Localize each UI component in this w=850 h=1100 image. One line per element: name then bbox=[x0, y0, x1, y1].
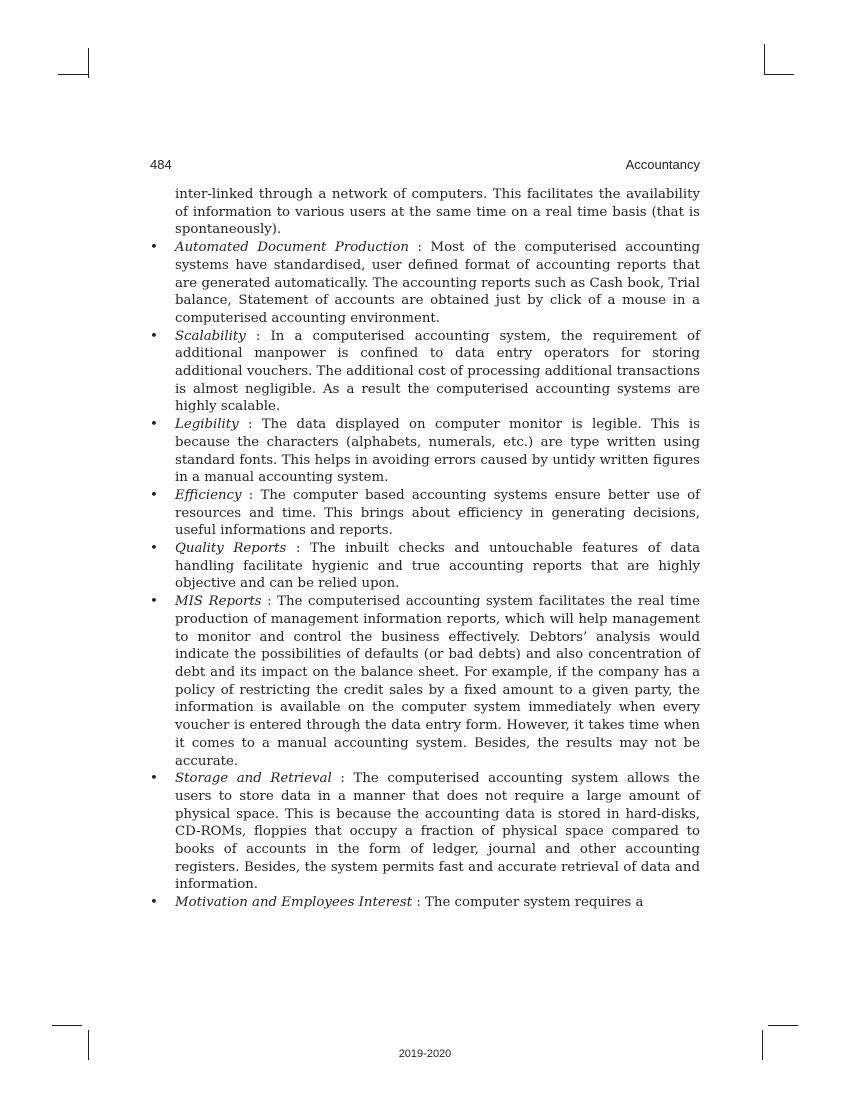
item-term: Storage and Retrieval bbox=[175, 771, 332, 787]
item-term: Automated Document Production bbox=[175, 240, 409, 256]
crop-mark-top-left-horizontal bbox=[58, 74, 88, 75]
crop-mark-top-left-vertical bbox=[88, 48, 89, 78]
item-text: : The computer based accounting systems ensure better use of resources and time. This brings about efficiency in generating decisions, useful informations and reports. bbox=[175, 487, 700, 539]
item-term: MIS Reports bbox=[175, 594, 262, 610]
bullet-icon: • bbox=[150, 417, 158, 433]
crop-mark-bottom-right-horizontal bbox=[768, 1025, 798, 1026]
item-text: : The inbuilt checks and untouchable features of data handling facilitate hygienic and true accounting reports that are highly objective and can be relied upon. bbox=[175, 541, 700, 592]
item-text: : The computer system requires a bbox=[412, 895, 644, 911]
item-term: Motivation and Employees Interest bbox=[175, 895, 413, 911]
bullet-list bbox=[150, 239, 700, 912]
item-text: : The computerised accounting system facilitates the real time production of management information reports, which will help management to monitor and control the business effectively. Debtors’ analysis would indicate the possibilities of defaults (or bad debts) and also concentration of debt and its impact on the balance sheet. For example, if the company has a policy of restricting the credit sales by a fixed amount to a given party, the information is available on the computer system immediately when every voucher is entered through the data entry form. However, it takes time when it comes to a manual accounting system. Besides, the results may not be accurate. bbox=[175, 594, 700, 769]
bullet-icon: • bbox=[150, 328, 158, 344]
bullet-icon: • bbox=[150, 541, 158, 557]
list-item-scalability bbox=[150, 328, 700, 417]
bullet-icon: • bbox=[150, 594, 158, 610]
item-term: Legibility bbox=[175, 417, 239, 433]
item-text: : The data displayed on computer monitor is legible. This is because the characters (alphabets, numerals, etc.) are type written using standard fonts. This helps in avoiding errors caused by untidy written figures in a manual accounting system. bbox=[175, 417, 700, 486]
list-item-mis-reports bbox=[150, 593, 700, 770]
list-item-motivation-and-employees-interest bbox=[150, 894, 700, 912]
list-item-quality-reports bbox=[150, 540, 700, 593]
bullet-icon: • bbox=[150, 895, 158, 911]
bullet-icon: • bbox=[150, 771, 158, 787]
crop-mark-bottom-left-horizontal bbox=[52, 1025, 82, 1026]
bullet-icon: • bbox=[150, 240, 158, 256]
item-text: : The computerised accounting system allows the users to store data in a manner that does not require a large amount of physical space. This is because the accounting data is stored in hard-disks, CD-ROMs, floppies that occupy a fraction of physical space compared to books of accounts in the form of ledger, journal and other accounting registers. Besides, the system permits fast and accurate retrieval of data and information. bbox=[175, 771, 700, 893]
list-item-efficiency bbox=[150, 487, 700, 540]
crop-mark-top-right-vertical bbox=[764, 44, 765, 74]
list-item-automated-document-production bbox=[150, 239, 700, 328]
item-text: : In a computerised accounting system, the requirement of additional manpower is confined to data entry operators for storing additional vouchers. The additional cost of processing additional transactions is almost negligible. As a result the computerised accounting systems are highly scalable. bbox=[175, 328, 700, 415]
crop-mark-top-right-horizontal bbox=[764, 74, 794, 75]
running-title: Accountancy bbox=[625, 157, 700, 172]
bullet-icon: • bbox=[150, 487, 158, 503]
intro-paragraph: inter-linked through a network of computers. This facilitates the availability of information to various users at the same time on a real time basis (that is spontaneously). bbox=[175, 187, 700, 238]
footer-year-range: 2019-2020 bbox=[398, 1048, 452, 1060]
item-term: Scalability bbox=[175, 328, 246, 344]
item-term: Efficiency bbox=[175, 487, 242, 503]
page-footer bbox=[0, 1048, 850, 1060]
list-item-storage-and-retrieval bbox=[150, 770, 700, 894]
page-content bbox=[150, 186, 700, 912]
page-number: 484 bbox=[150, 157, 172, 172]
item-text: : Most of the computerised accounting systems have standardised, user defined format of accounting reports that are generated automatically. The accounting reports such as Cash book, Trial balance, Statement of accounts are obtained just by click of a mouse in a computerised accounting environment. bbox=[175, 240, 700, 326]
list-item-legibility bbox=[150, 416, 700, 487]
page-header bbox=[150, 157, 700, 175]
item-term: Quality Reports bbox=[175, 541, 287, 557]
